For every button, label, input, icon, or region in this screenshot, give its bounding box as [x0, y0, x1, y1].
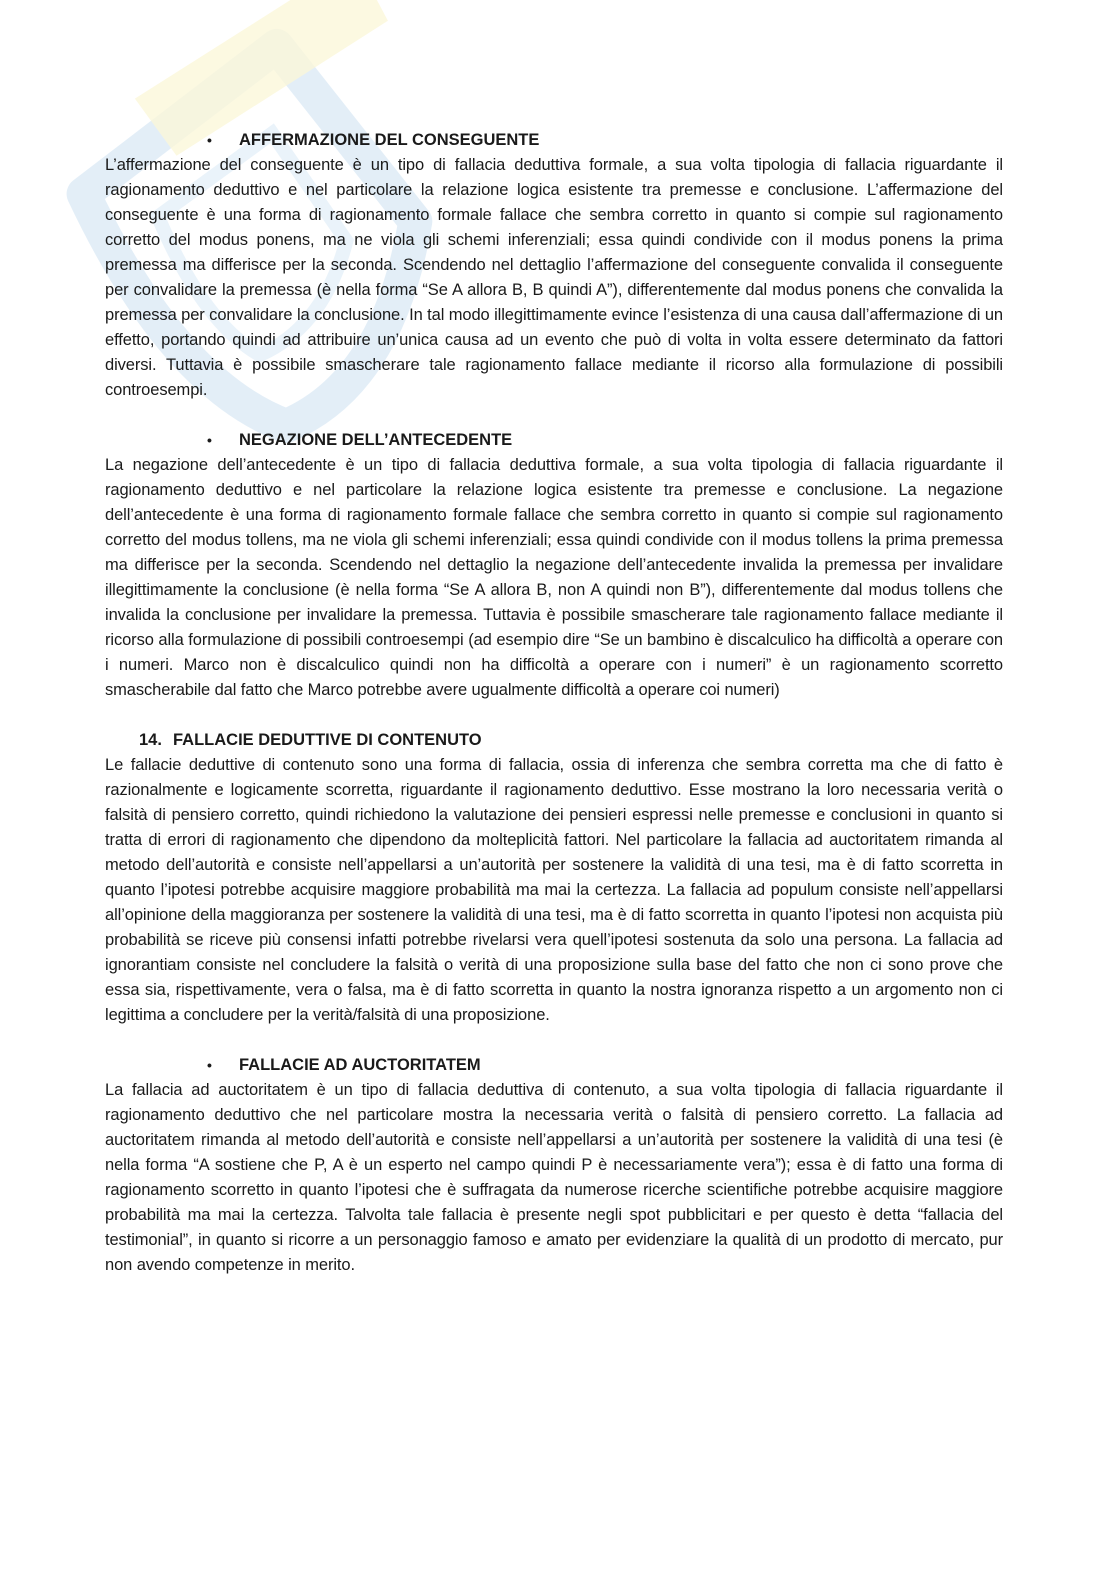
heading-text: FALLACIE AD AUCTORITATEM: [239, 1056, 481, 1074]
bullet-icon: •: [207, 132, 212, 148]
document-page: [105, 128, 1003, 1278]
section-paragraph: L’affermazione del conseguente è un tipo di fallacia deduttiva formale, a sua volta tipologia di fallacia riguardante il ragionamento deduttivo e nel particolare la relazione logica esistente tra premesse e conclusione. L’affermazione del conseguente è una forma di ragionamento formale fallace che sembra corretto in quanto si compie sul ragionamento corretto del modus ponens, ma ne viola gli schemi inferenziali; essa quindi condivide con il modus ponens la prima premessa ma differisce per la seconda. Scendendo nel dettaglio l’affermazione del conseguente convalida il conseguente per convalidare la premessa (è nella forma “Se A allora B, B quindi A”), differentemente dal modus ponens che convalida la premessa per convalidare la conclusione. In tal modo illegittimamente evince l’esistenza di una causa dall’affermazione di un effetto, portando quindi ad attribuire un’unica causa ad un evento che può di volta in volta essere determinato da fattori diversi. Tuttavia è possibile smascherare tale ragionamento fallace mediante il ricorso alla formulazione di possibili controesempi.: [105, 156, 1003, 399]
section-paragraph: Le fallacie deduttive di contenuto sono una forma di fallacia, ossia di inferenza che sembra corretta ma che di fatto è razionalmente e logicamente scorretta, riguardante il ragionamento deduttivo. Esse mostrano la loro necessaria verità o falsità di pensiero corretto, quindi richiedono la valutazione dei pensieri espressi nelle premesse e conclusioni in quanto si tratta di errori di ragionamento che dipendono da molteplicità fattori. Nel particolare la fallacia ad auctoritatem rimanda al metodo dell’autorità e consiste nell’appellarsi a un’autorità per sostenere la validità di una tesi, ma è di fatto scorretta in quanto l’ipotesi potrebbe acquisire maggiore probabilità ma mai la certezza. La fallacia ad populum consiste nell’appellarsi all’opinione della maggioranza per sostenere la validità di una tesi, ma è di fatto scorretta in quanto l’ipotesi non acquista più probabilità se riceve più consensi infatti potrebbe rivelarsi vera quell’ipotesi sostenuta da solo una persona. La fallacia ad ignorantiam consiste nel concludere la falsità o verità di una proposizione sulla base del fatto che non ci sono prove che essa sia, rispettivamente, vera o falsa, ma è di fatto scorretta in quanto la nostra ignoranza rispetto a un argomento non ci legittima a concludere per la verità/falsità di una proposizione.: [105, 756, 1003, 1024]
heading-text: AFFERMAZIONE DEL CONSEGUENTE: [239, 131, 540, 149]
heading-text: NEGAZIONE DELL’ANTECEDENTE: [239, 431, 513, 449]
section-heading: [105, 1053, 1003, 1078]
bullet-icon: •: [207, 1057, 212, 1073]
section-heading: [105, 728, 1003, 753]
section-heading: [105, 128, 1003, 153]
section-heading: [105, 428, 1003, 453]
section-paragraph: La negazione dell’antecedente è un tipo di fallacia deduttiva formale, a sua volta tipologia di fallacia riguardante il ragionamento deduttivo e nel particolare la relazione logica esistente tra premesse e conclusione. La negazione dell’antecedente è una forma di ragionamento formale fallace che sembra corretto in quanto si compie sul ragionamento corretto del modus tollens, ma ne viola gli schemi inferenziali; essa quindi condivide con il modus tollens la prima premessa ma differisce per la seconda. Scendendo nel dettaglio la negazione dell’antecedente invalida la premessa per invalidare illegittimamente la conclusione (è nella forma “Se A allora B, non A quindi non B”), differentemente dal modus tollens che invalida la conclusione per invalidare la premessa. Tuttavia è possibile smascherare tale ragionamento fallace mediante il ricorso alla formulazione di possibili controesempi (ad esempio dire “Se un bambino è discalculico ha difficoltà a operare con i numeri. Marco non è discalculico quindi non ha difficoltà a operare con i numeri” è un ragionamento scorretto smascherabile dal fatto che Marco potrebbe avere ugualmente difficoltà a operare coi numeri): [105, 456, 1003, 699]
bullet-icon: •: [207, 432, 212, 448]
heading-text: FALLACIE DEDUTTIVE DI CONTENUTO: [173, 731, 482, 749]
section-number: 14.: [139, 731, 162, 749]
section-paragraph: La fallacia ad auctoritatem è un tipo di fallacia deduttiva di contenuto, a sua volta tipologia di fallacia riguardante il ragionamento deduttivo che nel particolare mostra la necessaria verità o falsità di pensiero corretto. La fallacia ad auctoritatem rimanda al metodo dell’autorità e consiste nell’appellarsi a un’autorità per sostenere la validità di una tesi (è nella forma “A sostiene che P, A è un esperto nel campo quindi P è necessariamente vera”); essa è di fatto una forma di ragionamento scorretto in quanto l’ipotesi che è suffragata da numerose ricerche scientifiche potrebbe acquisire maggiore probabilità ma mai la certezza. Talvolta tale fallacia è presente negli spot pubblicitari e per questo è detta “fallacia del testimonial”, in quanto si ricorre a un personaggio famoso e amato per evidenziare la qualità di un prodotto di mercato, pur non avendo competenze in merito.: [105, 1081, 1003, 1274]
